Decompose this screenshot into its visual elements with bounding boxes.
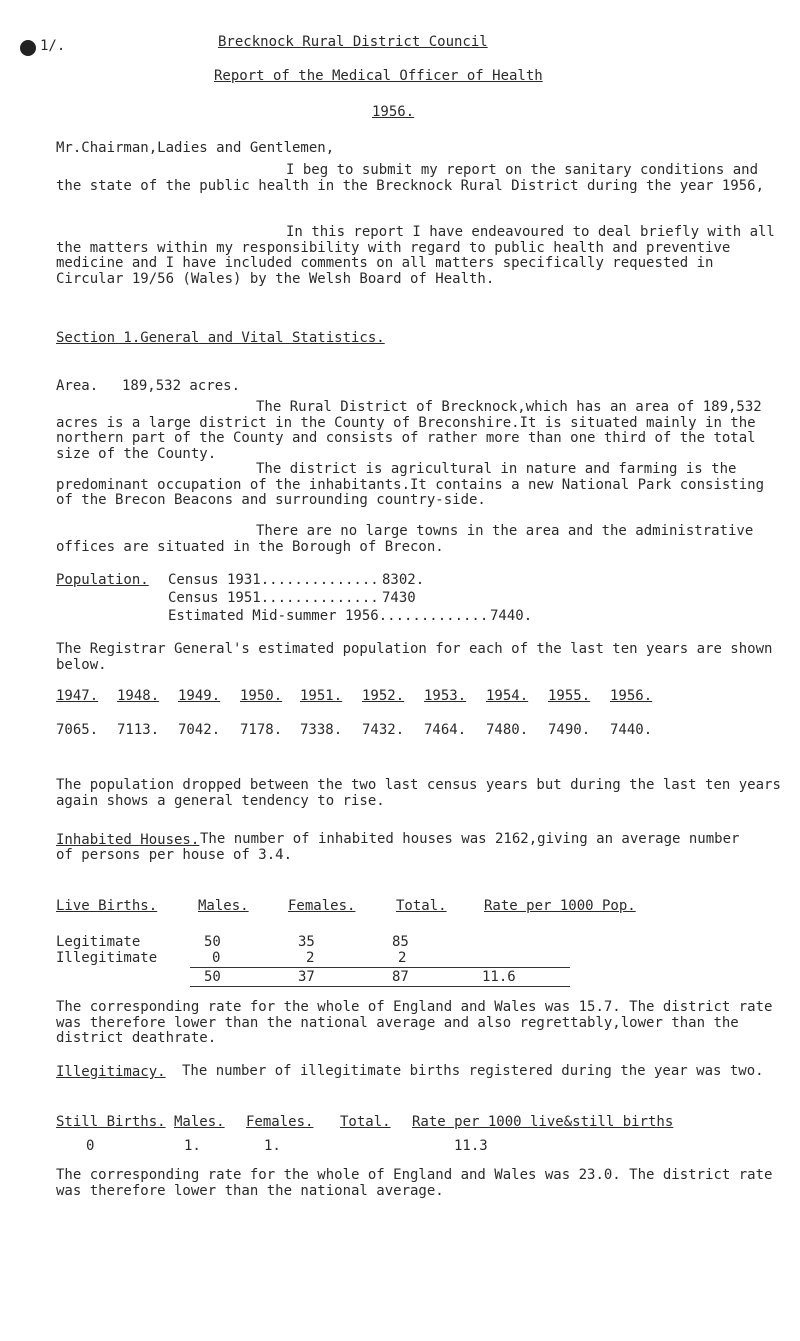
- legitimate-total: 85: [392, 934, 409, 950]
- live-births-males-header: Males.: [198, 898, 249, 914]
- table-rule: [190, 967, 570, 968]
- population-value: 7178.: [240, 722, 283, 738]
- report-title: Report of the Medical Officer of Health: [214, 68, 543, 84]
- population-comment: The population dropped between the two last census years but during the last ten years again shows a general tendency to rise.: [56, 777, 781, 809]
- report-year: 1956.: [372, 104, 415, 120]
- section-heading: Section 1.General and Vital Statistics.: [56, 330, 385, 346]
- illegitimacy-text: The number of illegitimate births registered during the year was two.: [182, 1063, 764, 1079]
- houses-text: The number of inhabited houses was 2162,giving an average number of persons per house of 3.4.: [56, 831, 740, 863]
- legitimate-females: 35: [298, 934, 315, 950]
- population-value: 7440.: [610, 722, 653, 738]
- population-value: 7338.: [300, 722, 343, 738]
- population-intro: The Registrar General's estimated population for each of the last ten years are shown below.: [56, 641, 773, 673]
- population-year: 1956.: [610, 688, 653, 704]
- population-value: 7113.: [117, 722, 160, 738]
- still-births-rate: 11.3: [454, 1138, 488, 1154]
- census-1951-value: 7430: [382, 590, 416, 606]
- still-births-females: 1.: [184, 1138, 201, 1154]
- population-year: 1950.: [240, 688, 283, 704]
- still-births-heading: Still Births.: [56, 1114, 166, 1130]
- population-year: 1949.: [178, 688, 221, 704]
- estimated-1956-value: 7440.: [490, 608, 533, 624]
- area-paragraph-1: The Rural District of Brecknock,which has an area of 189,532 acres is a large district in the County of Breconshire.It is situated mainly in the northern part of the County and consists of rather more than one third of the total size of the County.: [56, 399, 762, 462]
- still-births-males: 0: [86, 1138, 95, 1154]
- population-year: 1948.: [117, 688, 160, 704]
- table-rule: [190, 986, 570, 987]
- live-births-heading: Live Births.: [56, 898, 158, 914]
- illegitimate-males: 0: [212, 950, 221, 966]
- still-births-comment: The corresponding rate for the whole of England and Wales was 23.0. The district rate was therefore lower than the national average.: [56, 1167, 773, 1199]
- population-value: 7065.: [56, 722, 99, 738]
- area-paragraph-2: The district is agricultural in nature and farming is the predominant occupation of the inhabitants.It contains a new National Park consisting of the Brecon Beacons and surrounding country-side.: [56, 461, 765, 508]
- population-year: 1951.: [300, 688, 343, 704]
- live-births-females-header: Females.: [288, 898, 356, 914]
- population-year: 1954.: [486, 688, 529, 704]
- population-value: 7490.: [548, 722, 591, 738]
- legitimate-label: Legitimate: [56, 934, 141, 950]
- still-births-total-header: Total.: [340, 1114, 391, 1130]
- population-year: 1953.: [424, 688, 467, 704]
- live-births-rate-header: Rate per 1000 Pop.: [484, 898, 636, 914]
- population-value: 7432.: [362, 722, 405, 738]
- population-year: 1952.: [362, 688, 405, 704]
- punch-hole-icon: [20, 40, 36, 56]
- live-births-total-header: Total.: [396, 898, 447, 914]
- live-births-total-males: 50: [204, 969, 221, 985]
- population-value: 7042.: [178, 722, 221, 738]
- illegitimate-total: 2: [398, 950, 407, 966]
- area-label: Area.: [56, 378, 99, 394]
- live-births-comment: The corresponding rate for the whole of England and Wales was 15.7. The district rate was therefore lower than the national average and also regrettably,lower than the district deathrate.: [56, 999, 773, 1046]
- census-1931-value: 8302.: [382, 572, 425, 588]
- population-year: 1947.: [56, 688, 99, 704]
- area-value: 189,532 acres.: [122, 378, 241, 394]
- legitimate-males: 50: [204, 934, 221, 950]
- still-births-females-header: Females.: [246, 1114, 314, 1130]
- population-value: 7480.: [486, 722, 529, 738]
- illegitimate-label: Illegitimate: [56, 950, 158, 966]
- population-year: 1955.: [548, 688, 591, 704]
- illegitimacy-label: Illegitimacy.: [56, 1064, 166, 1080]
- illegitimate-females: 2: [306, 950, 315, 966]
- census-1931-label: Census 1931..............: [168, 572, 379, 588]
- still-births-total: 1.: [264, 1138, 281, 1154]
- still-births-males-header: Males.: [174, 1114, 225, 1130]
- intro-paragraph-1: I beg to submit my report on the sanitary conditions and the state of the public health in the Brecknock Rural District during the year 1956,: [56, 162, 765, 194]
- live-births-total-females: 37: [298, 969, 315, 985]
- council-title: Brecknock Rural District Council: [218, 34, 488, 50]
- area-paragraph-3: There are no large towns in the area and the administrative offices are situated in the Borough of Brecon.: [56, 523, 754, 555]
- live-births-rate: 11.6: [482, 969, 516, 985]
- census-1951-label: Census 1951..............: [168, 590, 379, 606]
- estimated-1956-label: Estimated Mid-summer 1956.............: [168, 608, 489, 624]
- intro-paragraph-2: In this report I have endeavoured to deal briefly with all the matters within my responsibility with regard to public health and preventive medicine and I have included comments on all matters specifically requested in Circular 19/56 (Wales) by the Welsh Board of Health.: [56, 224, 775, 287]
- population-value: 7464.: [424, 722, 467, 738]
- page-number: 1/.: [40, 38, 66, 54]
- salutation: Mr.Chairman,Ladies and Gentlemen,: [56, 140, 335, 156]
- still-births-rate-header: Rate per 1000 live&still births: [412, 1114, 674, 1130]
- live-births-grand-total: 87: [392, 969, 409, 985]
- houses-label: Inhabited Houses.: [56, 832, 200, 848]
- population-label: Population.: [56, 572, 149, 588]
